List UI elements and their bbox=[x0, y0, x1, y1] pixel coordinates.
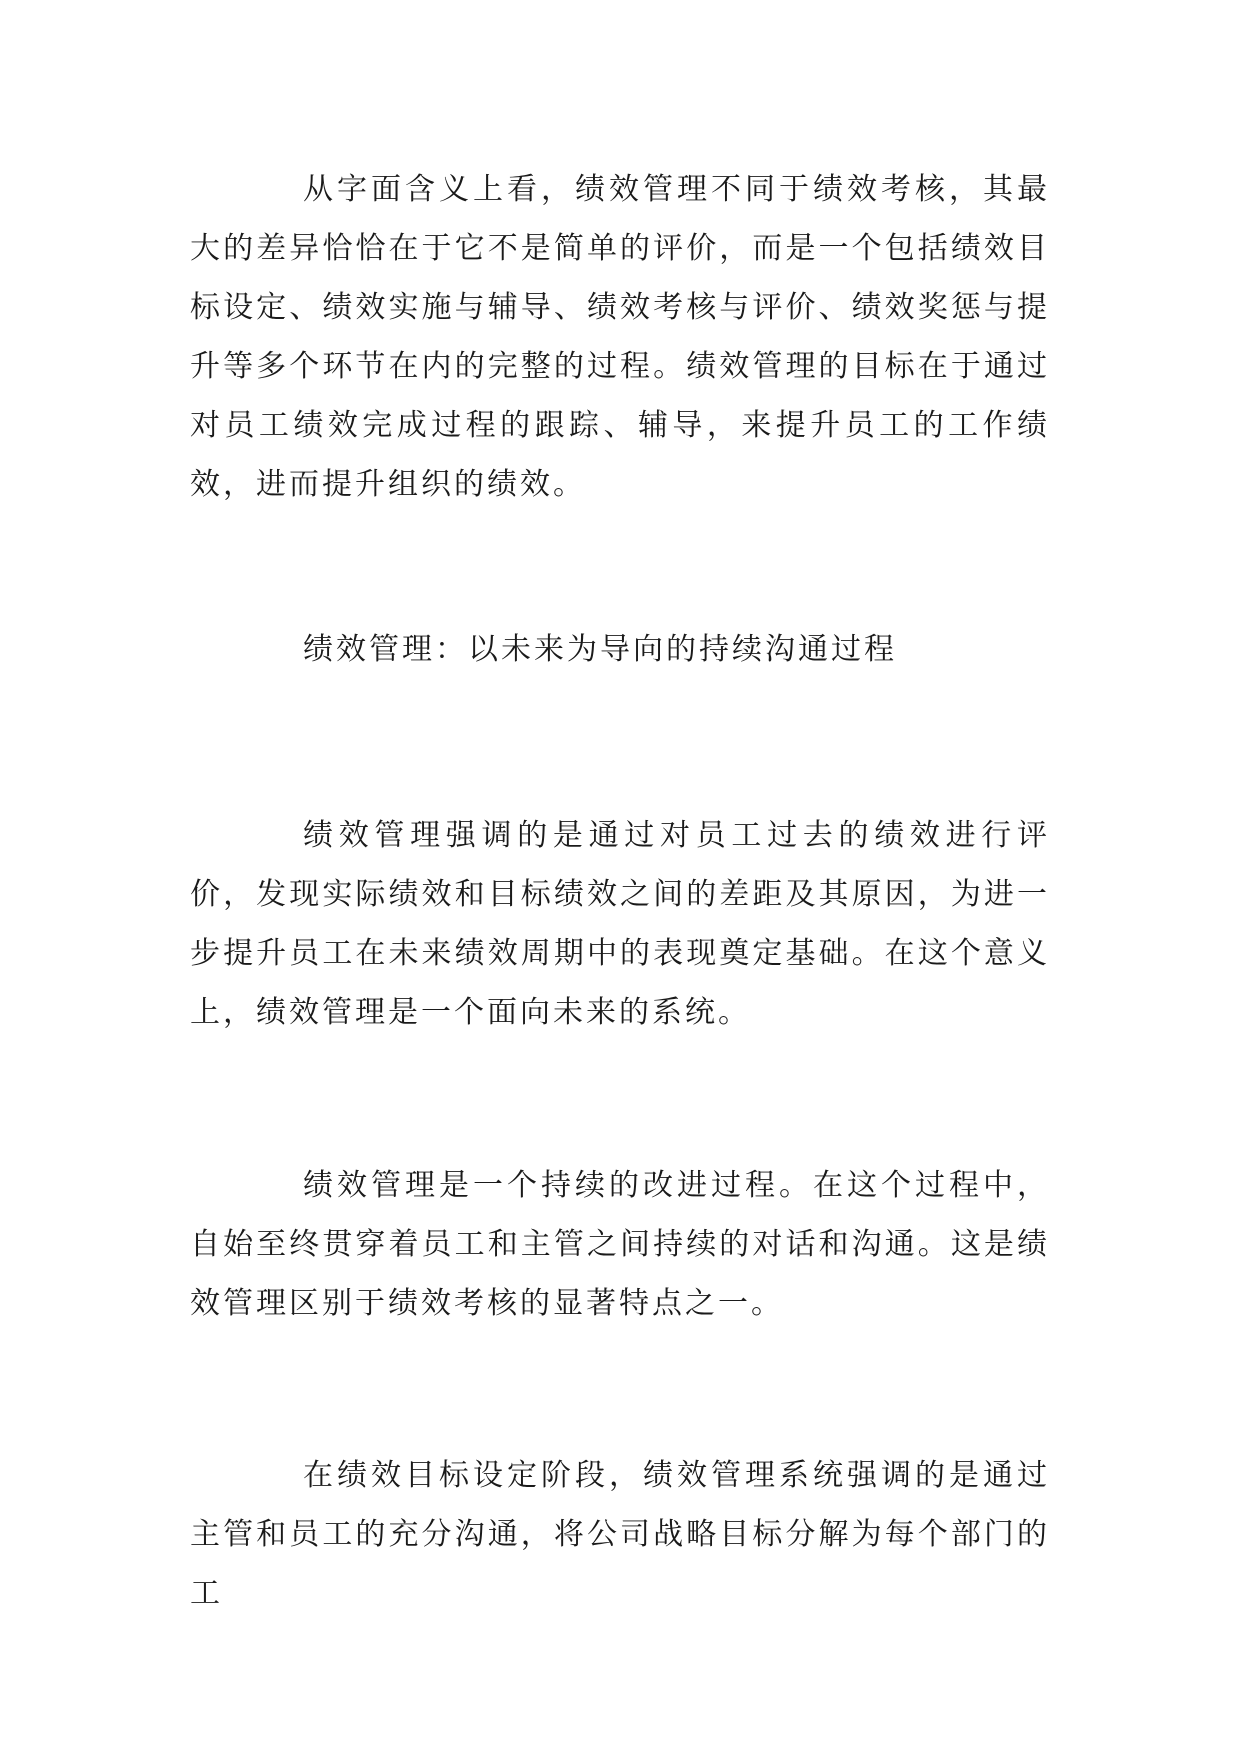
paragraph-continuous-improvement: 绩效管理是一个持续的改进过程。在这个过程中，自始至终贯穿着员工和主管之间持续的对话和沟通。这是绩效管理区别于绩效考核的显著特点之一。 bbox=[190, 1168, 1050, 1321]
paragraph-goal-setting: 在绩效目标设定阶段，绩效管理系统强调的是通过主管和员工的充分沟通，将公司战略目标分解为每个部门的工 bbox=[190, 1458, 1050, 1611]
paragraph-performance-vs-appraisal: 从字面含义上看，绩效管理不同于绩效考核，其最大的差异恰恰在于它不是简单的评价，而是一个包括绩效目标设定、绩效实施与辅导、绩效考核与评价、绩效奖惩与提升等多个环节在内的完整的过程。绩效管理的目标在于通过对员工绩效完成过程的跟踪、辅导，来提升员工的工作绩效，进而提升组织的绩效。 bbox=[190, 172, 1050, 502]
paragraph-future-oriented: 绩效管理强调的是通过对员工过去的绩效进行评价，发现实际绩效和目标绩效之间的差距及其原因，为进一步提升员工在未来绩效周期中的表现奠定基础。在这个意义上，绩效管理是一个面向未来的系统。 bbox=[190, 818, 1050, 1030]
section-heading: 绩效管理：以未来为导向的持续沟通过程 bbox=[303, 632, 897, 667]
